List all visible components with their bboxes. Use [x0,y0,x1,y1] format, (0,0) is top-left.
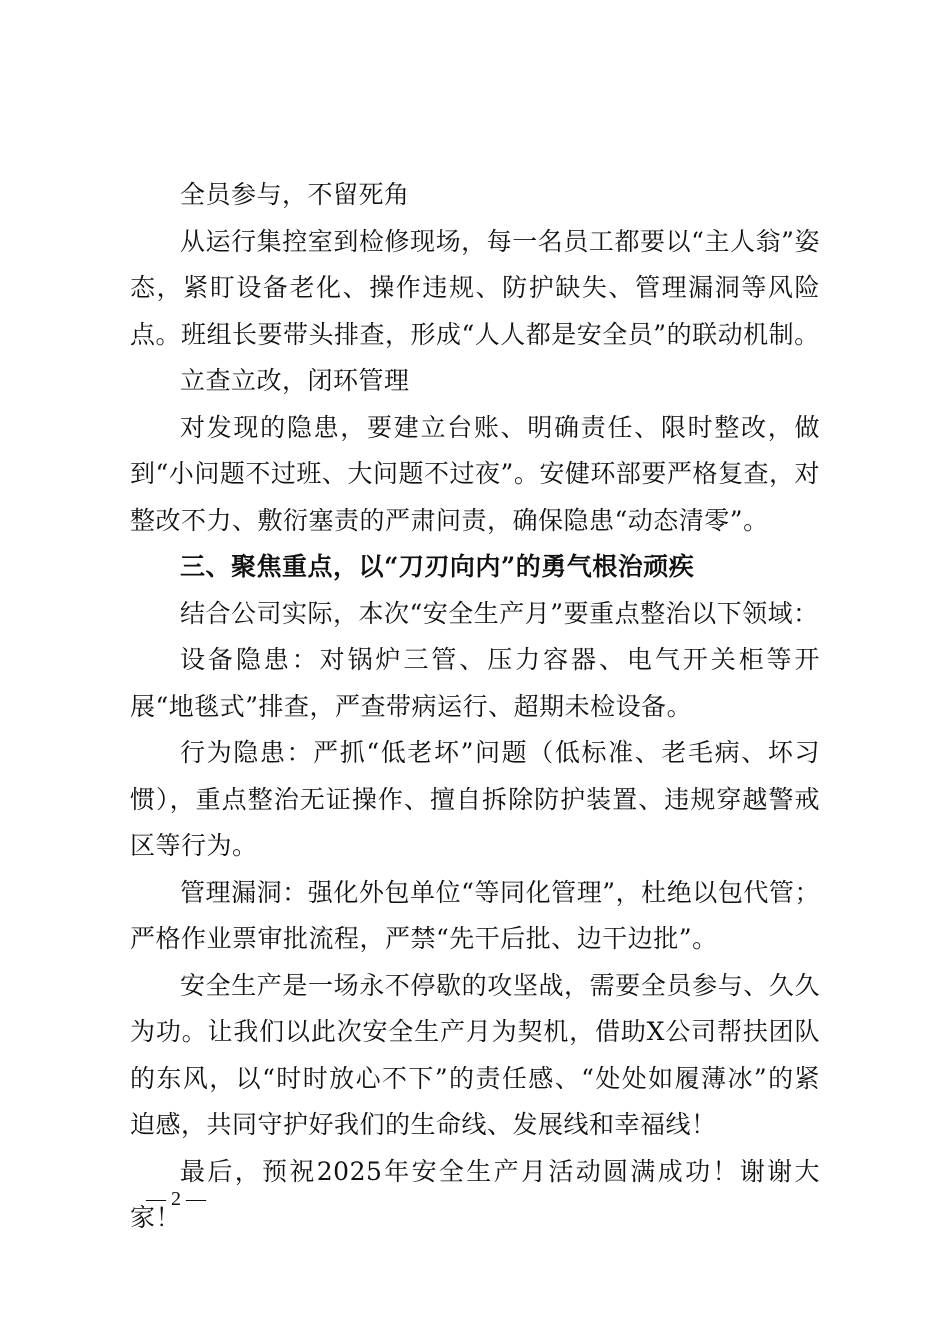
paragraph-management-loopholes: 管理漏洞：强化外包单位“等同化管理”，杜绝以包代管；严格作业票审批流程，严禁“先干后批、边干边批”。 [130,877,820,953]
subheading-full-participation: 全员参与，不留死角 [180,180,410,209]
document-body [130,172,820,1242]
paragraph-behavior-hazards: 行为隐患：严抓“低老坏”问题（低标准、老毛病、坏习惯），重点整治无证操作、擅自拆除防护装置、违规穿越警戒区等行为。 [130,738,820,860]
paragraph-staff-responsibility: 从运行集控室到检修现场，每一名员工都要以“主人翁”姿态，紧盯设备老化、操作违规、防护缺失、管理漏洞等风险点。班组长要带头排查，形成“人人都是安全员”的联动机制。 [130,226,820,349]
page-number: — 2 — [146,1188,206,1210]
section-heading-three: 三、聚焦重点，以“刀刃向内”的勇气根治顽疾 [180,552,695,581]
subheading-immediate-rectification: 立查立改，闭环管理 [180,366,410,395]
paragraph-equipment-hazards: 设备隐患：对锅炉三管、压力容器、电气开关柜等开展“地毯式”排查，严查带病运行、超期未检设备。 [130,645,820,721]
paragraph-focus-areas-intro: 结合公司实际，本次“安全生产月”要重点整治以下领域： [180,598,819,628]
paragraph-hazard-ledger: 对发现的隐患，要建立台账、明确责任、限时整改，做到“小问题不过班、大问题不过夜”。安健环部要严格复查，对整改不力、敷衍塞责的严肃问责，确保隐患“动态清零”。 [130,412,820,535]
paragraph-closing-wishes: 最后，预祝2025年安全生产月活动圆满成功！谢谢大家！ [130,1156,820,1232]
paragraph-conclusion: 安全生产是一场永不停歇的攻坚战，需要全员参与、久久为功。让我们以此次安全生产月为契机，借助X公司帮扶团队的东风，以“时时放心不下”的责任感、“处处如履薄冰”的紧迫感，共同守护好我们的生命线、发展线和幸福线！ [130,970,820,1139]
